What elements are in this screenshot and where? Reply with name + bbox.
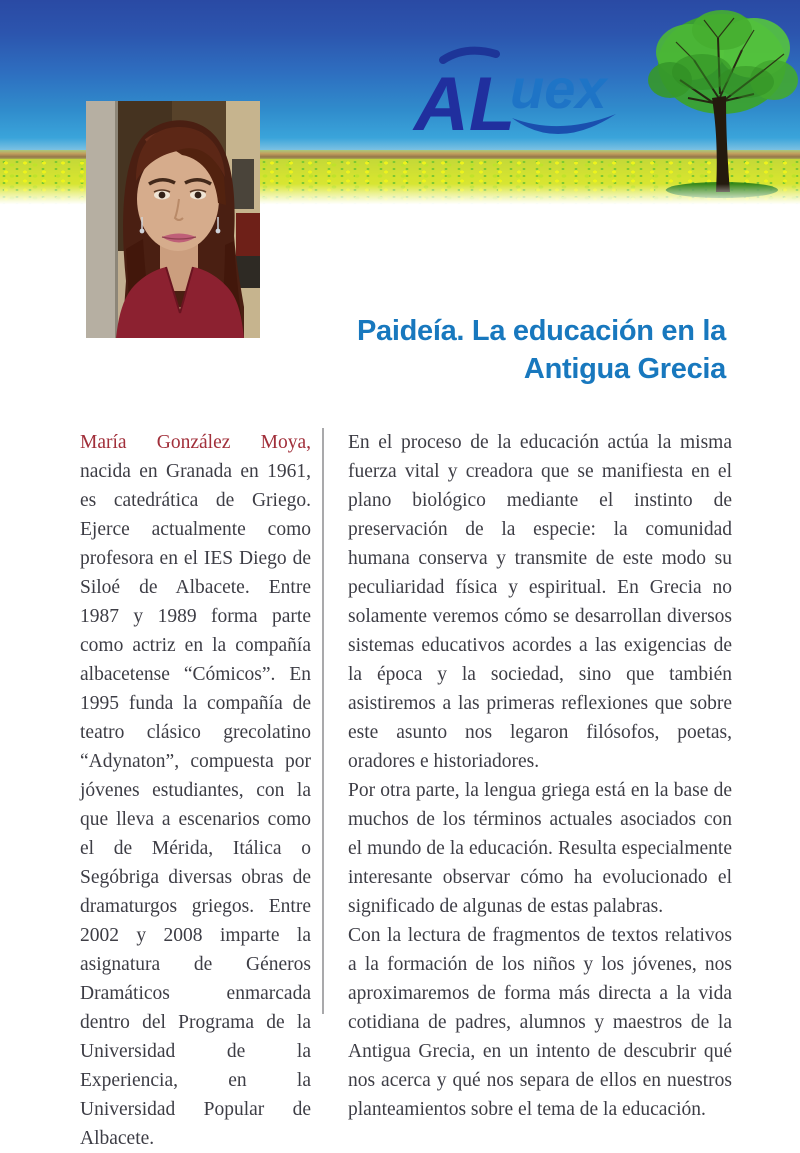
logo-text-secondary: uex	[510, 57, 607, 120]
body-paragraph-1: En el proceso de la educación actúa la misma fuerza vital y creadora que se manifiesta en el plano biológico mediante el instinto de preservación de la especie: la comunidad humana conserva y transmite de este modo su peculiaridad física y espiritual. En Grecia no solamente veremos cómo se desarrollan diversos sistemas educativos acordes a las exigencias de la época y la sociedad, sino que también asistiremos a las primeras reflexiones que sobre este asunto nos legaron filósofos, poetas, oradores e historiadores.	[348, 432, 732, 772]
logo-text-primary: AL	[414, 62, 516, 147]
author-bio	[80, 428, 311, 1153]
title-line-2: Antigua Grecia	[523, 353, 726, 385]
logo-arc	[443, 51, 496, 60]
tree-graphic	[642, 2, 800, 200]
title-line-1: Paideía. La educación en la	[356, 315, 726, 347]
author-name: María González Moya,	[80, 432, 311, 453]
article-title	[357, 312, 726, 388]
body-paragraph-3: Con la lectura de fragmentos de textos relativos a la formación de los niños y los jóvenes, nos aproximaremos de forma más directa a la vida cotidiana de padres, alumnos y maestros de la Antigua Grecia, en un intento de descubrir qué nos acerca y qué nos separa de ellos en nuestros planteamientos sobre el tema de la educación.	[348, 925, 732, 1120]
column-divider	[322, 428, 324, 1014]
body-paragraph-2: Por otra parte, la lengua griega está en la base de muchos de los términos actuales asociados con el mundo de la educación. Resulta especialmente interesante observar cómo ha evolucionado el significado de algunas de estas palabras.	[348, 780, 732, 917]
author-photo	[86, 101, 260, 338]
author-bio-column	[80, 428, 311, 1153]
article-columns	[80, 428, 732, 1153]
author-bio-text: nacida en Granada en 1961, es catedrática de Griego. Ejerce actualmente como profesora en el IES Diego de Siloé de Albacete. Entre 1987 y 1989 forma parte como actriz en la compañía albacetense “Cómicos”. En 1995 funda la compañía de teatro clásico grecolatino “Adynaton”, compuesta por jóvenes estudiantes, con la que lleva a escenarios como el de Mérida, Itálica o Segóbriga diversas obras de dramaturgos griegos. Entre 2002 y 2008 imparte la asignatura de Géneros Dramáticos enmarcada dentro del Programa de la Universidad de la Experiencia, en la Universidad Popular de Albacete.	[80, 461, 311, 1149]
article-body-column	[348, 428, 732, 1153]
aluex-logo	[408, 42, 648, 150]
